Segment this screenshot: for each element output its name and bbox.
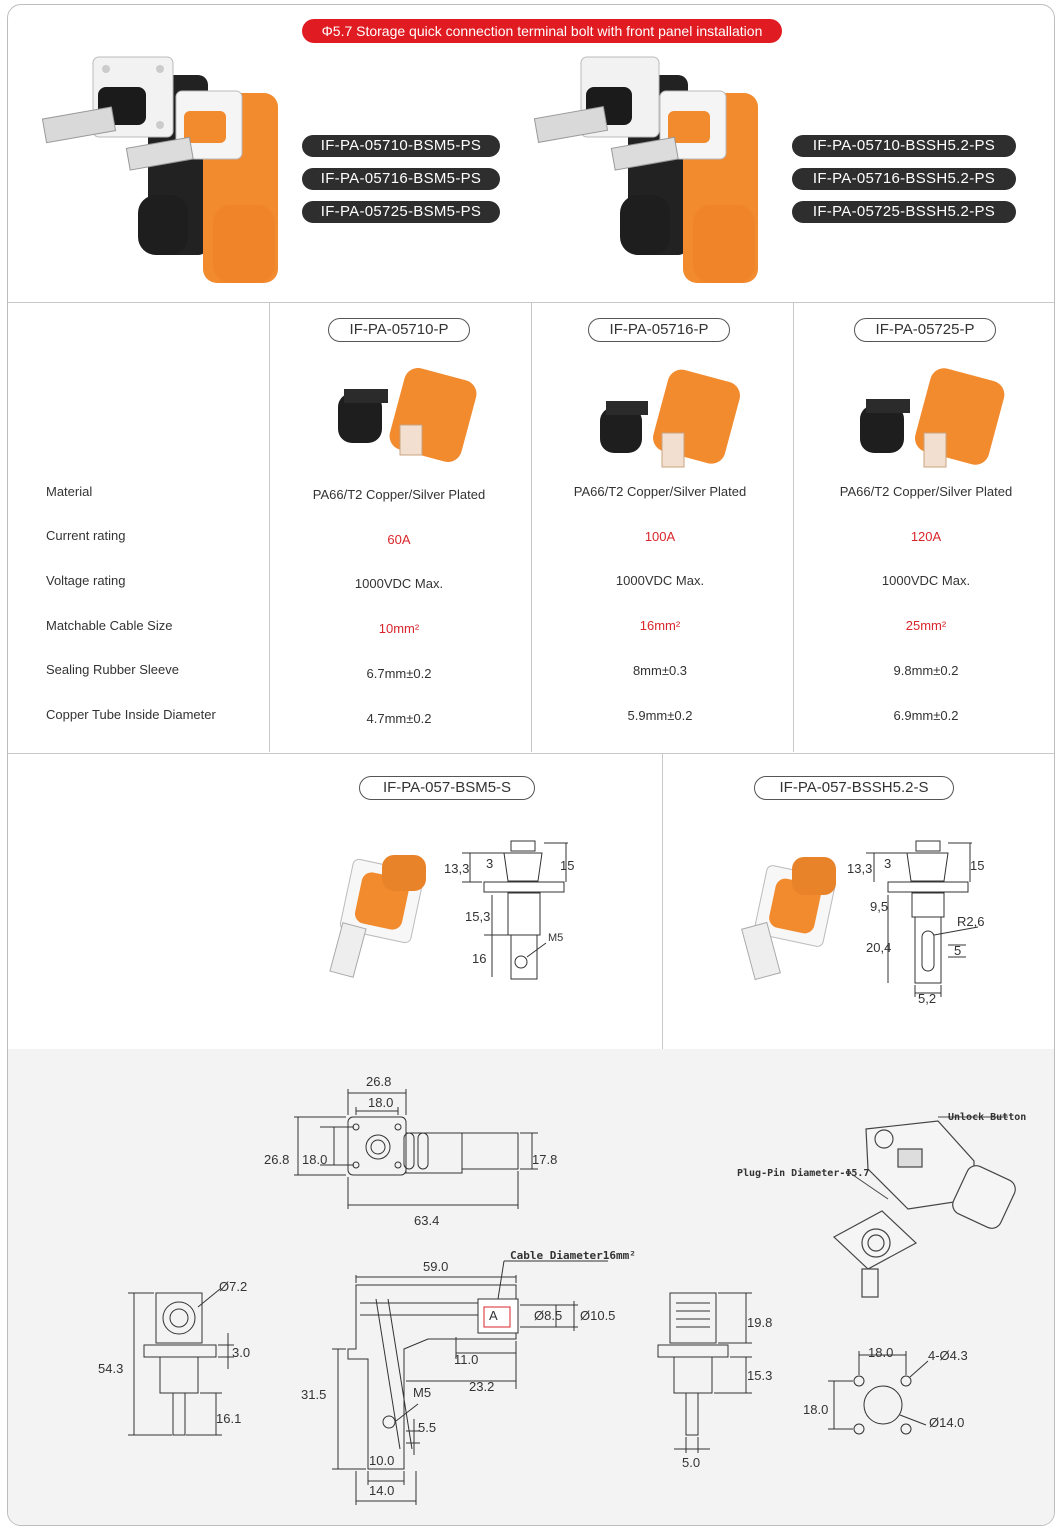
cell-current-2: 100A <box>644 529 676 544</box>
dim-label: 18.0 <box>302 1152 328 1167</box>
dim-label: 3.0 <box>232 1345 251 1360</box>
cell-voltage-1: 1000VDC Max. <box>354 576 444 591</box>
divider <box>531 302 532 752</box>
cell-sleeve-3: 9.8mm±0.2 <box>893 663 959 678</box>
cell-cable-3: 25mm² <box>905 618 947 633</box>
dim-label: 26.8 <box>366 1074 392 1089</box>
model-pill-left-1: IF-PA-05710-BSM5-PS <box>302 135 500 157</box>
dim-label: 3 <box>486 856 494 871</box>
dim-label: 14.0 <box>369 1483 395 1498</box>
dim-label: Ø8.5 <box>534 1308 563 1323</box>
dim-label: 18.0 <box>368 1095 394 1110</box>
cell-material-1: PA66/T2 Copper/Silver Plated <box>312 487 486 502</box>
dim-label: Ø14.0 <box>929 1415 965 1430</box>
hole-pattern-drawing <box>8 1049 9 1050</box>
technical-drawing-section <box>8 1049 1054 1525</box>
cell-tube-3: 6.9mm±0.2 <box>893 708 959 723</box>
row-label-cable: Matchable Cable Size <box>46 618 173 633</box>
divider <box>793 302 794 752</box>
dim-label: R2,6 <box>957 914 985 929</box>
model-pill-right-3: IF-PA-05725-BSSH5.2-PS <box>792 201 1016 223</box>
dim-label: 20,4 <box>866 940 892 955</box>
dim-label: 63.4 <box>414 1213 440 1228</box>
dim-label: 13,3 <box>847 861 873 876</box>
section-marker-a: A <box>489 1308 498 1323</box>
dim-label: 5,2 <box>918 991 937 1006</box>
divider <box>8 753 1054 754</box>
row-label-material: Material <box>46 484 93 499</box>
row-label-voltage: Voltage rating <box>46 573 126 588</box>
cell-current-1: 60A <box>387 532 411 547</box>
iso-label-unlock: Unlock Button <box>948 1112 1027 1123</box>
dim-label: 3 <box>884 856 892 871</box>
dim-label: 18.0 <box>868 1345 894 1360</box>
socket-drawing-right <box>8 5 9 6</box>
divider <box>662 753 663 1049</box>
model-pill-left-3: IF-PA-05725-BSM5-PS <box>302 201 500 223</box>
dim-label: 15.3 <box>747 1368 773 1383</box>
cell-material-2: PA66/T2 Copper/Silver Plated <box>573 484 747 499</box>
cell-voltage-2: 1000VDC Max. <box>615 573 705 588</box>
model-pill-right-1: IF-PA-05710-BSSH5.2-PS <box>792 135 1016 157</box>
model-pill-left-2: IF-PA-05716-BSM5-PS <box>302 168 500 190</box>
dim-label: Ø10.5 <box>580 1308 616 1323</box>
dim-label: 17.8 <box>532 1152 558 1167</box>
cell-material-3: PA66/T2 Copper/Silver Plated <box>839 484 1013 499</box>
dim-label: 4-Ø4.3 <box>928 1348 968 1363</box>
cell-sleeve-2: 8mm±0.3 <box>632 663 688 678</box>
model-pill-right-2: IF-PA-05716-BSSH5.2-PS <box>792 168 1016 190</box>
dim-label: 19.8 <box>747 1315 773 1330</box>
iso-label-plug-pin: Plug-Pin Diameter-Φ5.7 <box>737 1168 870 1179</box>
row-label-current: Current rating <box>46 528 126 543</box>
dim-label: 18.0 <box>803 1402 829 1417</box>
dim-label: 9,5 <box>870 899 889 914</box>
row-label-tube: Copper Tube Inside Diameter <box>46 707 216 722</box>
divider <box>269 302 270 752</box>
cell-cable-2: 16mm² <box>639 618 681 633</box>
dim-label: 13,3 <box>444 861 470 876</box>
dim-label: 16.1 <box>216 1411 242 1426</box>
dim-label: 15 <box>560 858 575 873</box>
cell-tube-1: 4.7mm±0.2 <box>366 711 432 726</box>
dim-label: M5 <box>413 1385 432 1400</box>
dim-label: 15 <box>970 858 985 873</box>
dim-label: 54.3 <box>98 1361 124 1376</box>
cell-current-3: 120A <box>910 529 942 544</box>
datasheet-frame <box>7 4 1055 1526</box>
dim-label: Ø7.2 <box>219 1279 248 1294</box>
dim-label: 26.8 <box>264 1152 290 1167</box>
column-header-1: IF-PA-05710-P <box>328 318 470 342</box>
column-header-3: IF-PA-05725-P <box>854 318 996 342</box>
dim-label: 16 <box>472 951 487 966</box>
cable-diameter-label: Cable Diameter16mm² <box>510 1249 636 1262</box>
cell-voltage-3: 1000VDC Max. <box>881 573 971 588</box>
dim-label: 5 <box>954 943 962 958</box>
dim-label: 10.0 <box>369 1453 395 1468</box>
cell-tube-2: 5.9mm±0.2 <box>627 708 693 723</box>
dim-label: 59.0 <box>423 1259 449 1274</box>
socket-title-right: IF-PA-057-BSSH5.2-S <box>754 776 954 800</box>
dim-label: 31.5 <box>301 1387 327 1402</box>
column-header-2: IF-PA-05716-P <box>588 318 730 342</box>
title-banner: Φ5.7 Storage quick connection terminal bolt with front panel installation <box>302 19 782 43</box>
socket-title-left: IF-PA-057-BSM5-S <box>359 776 535 800</box>
dim-label: 5.5 <box>418 1420 437 1435</box>
row-label-sleeve: Sealing Rubber Sleeve <box>46 662 179 677</box>
dim-label: M5 <box>548 932 564 944</box>
dim-label: 15,3 <box>465 909 491 924</box>
dim-label: 23.2 <box>469 1379 495 1394</box>
cell-cable-1: 10mm² <box>378 621 420 636</box>
dim-label: 5.0 <box>682 1455 701 1470</box>
cell-sleeve-1: 6.7mm±0.2 <box>366 666 432 681</box>
dim-label: 11.0 <box>454 1352 479 1367</box>
